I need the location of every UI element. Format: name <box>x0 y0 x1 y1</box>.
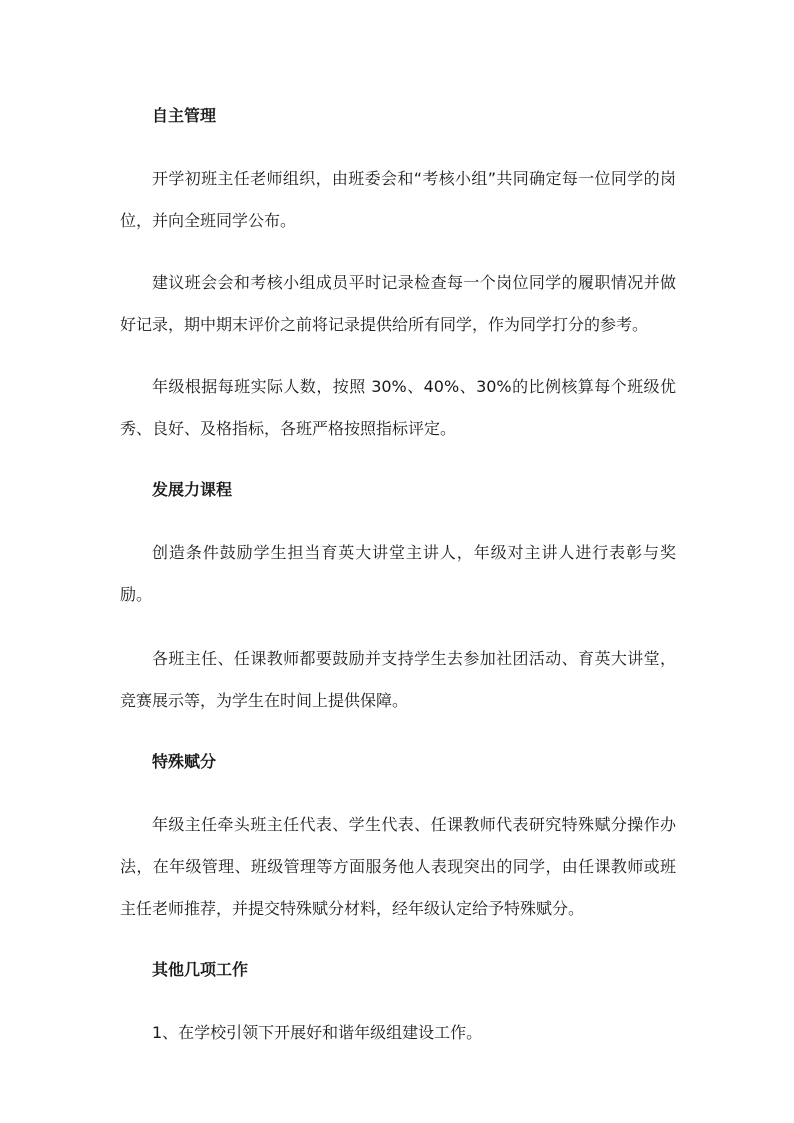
section-heading-self-management: 自主管理 <box>152 106 217 125</box>
document-body <box>120 96 676 1076</box>
paragraph: 1、在学校引领下开展好和谐年级组建设工作。 <box>152 1023 483 1042</box>
section-heading-special-scoring: 特殊赋分 <box>152 752 217 771</box>
section-heading-other-work: 其他几项工作 <box>152 960 249 979</box>
paragraph: 建议班会会和考核小组成员平时记录检查每一个岗位同学的履职情况并做好记录，期中期末评价之前将记录提供给所有同学，作为同学打分的参考。 <box>120 273 676 334</box>
paragraph: 开学初班主任老师组织，由班委会和“考核小组”共同确定每一位同学的岗位，并向全班同学公布。 <box>120 169 676 230</box>
section-heading-development-courses: 发展力课程 <box>152 480 233 499</box>
paragraph: 各班主任、任课教师都要鼓励并支持学生去参加社团活动、育英大讲堂，竞赛展示等，为学生在时间上提供保障。 <box>120 649 676 710</box>
paragraph: 年级主任牵头班主任代表、学生代表、任课教师代表研究特殊赋分操作办法，在年级管理、班级管理等方面服务他人表现突出的同学，由任课教师或班主任老师推荐，并提交特殊赋分材料，经年级认定给予特殊赋分。 <box>120 815 676 918</box>
paragraph: 创造条件鼓励学生担当育英大讲堂主讲人，年级对主讲人进行表彰与奖励。 <box>120 543 676 604</box>
paragraph: 年级根据每班实际人数，按照 30%、40%、30%的比例核算每个班级优秀、良好、及格指标，各班严格按照指标评定。 <box>120 377 676 438</box>
